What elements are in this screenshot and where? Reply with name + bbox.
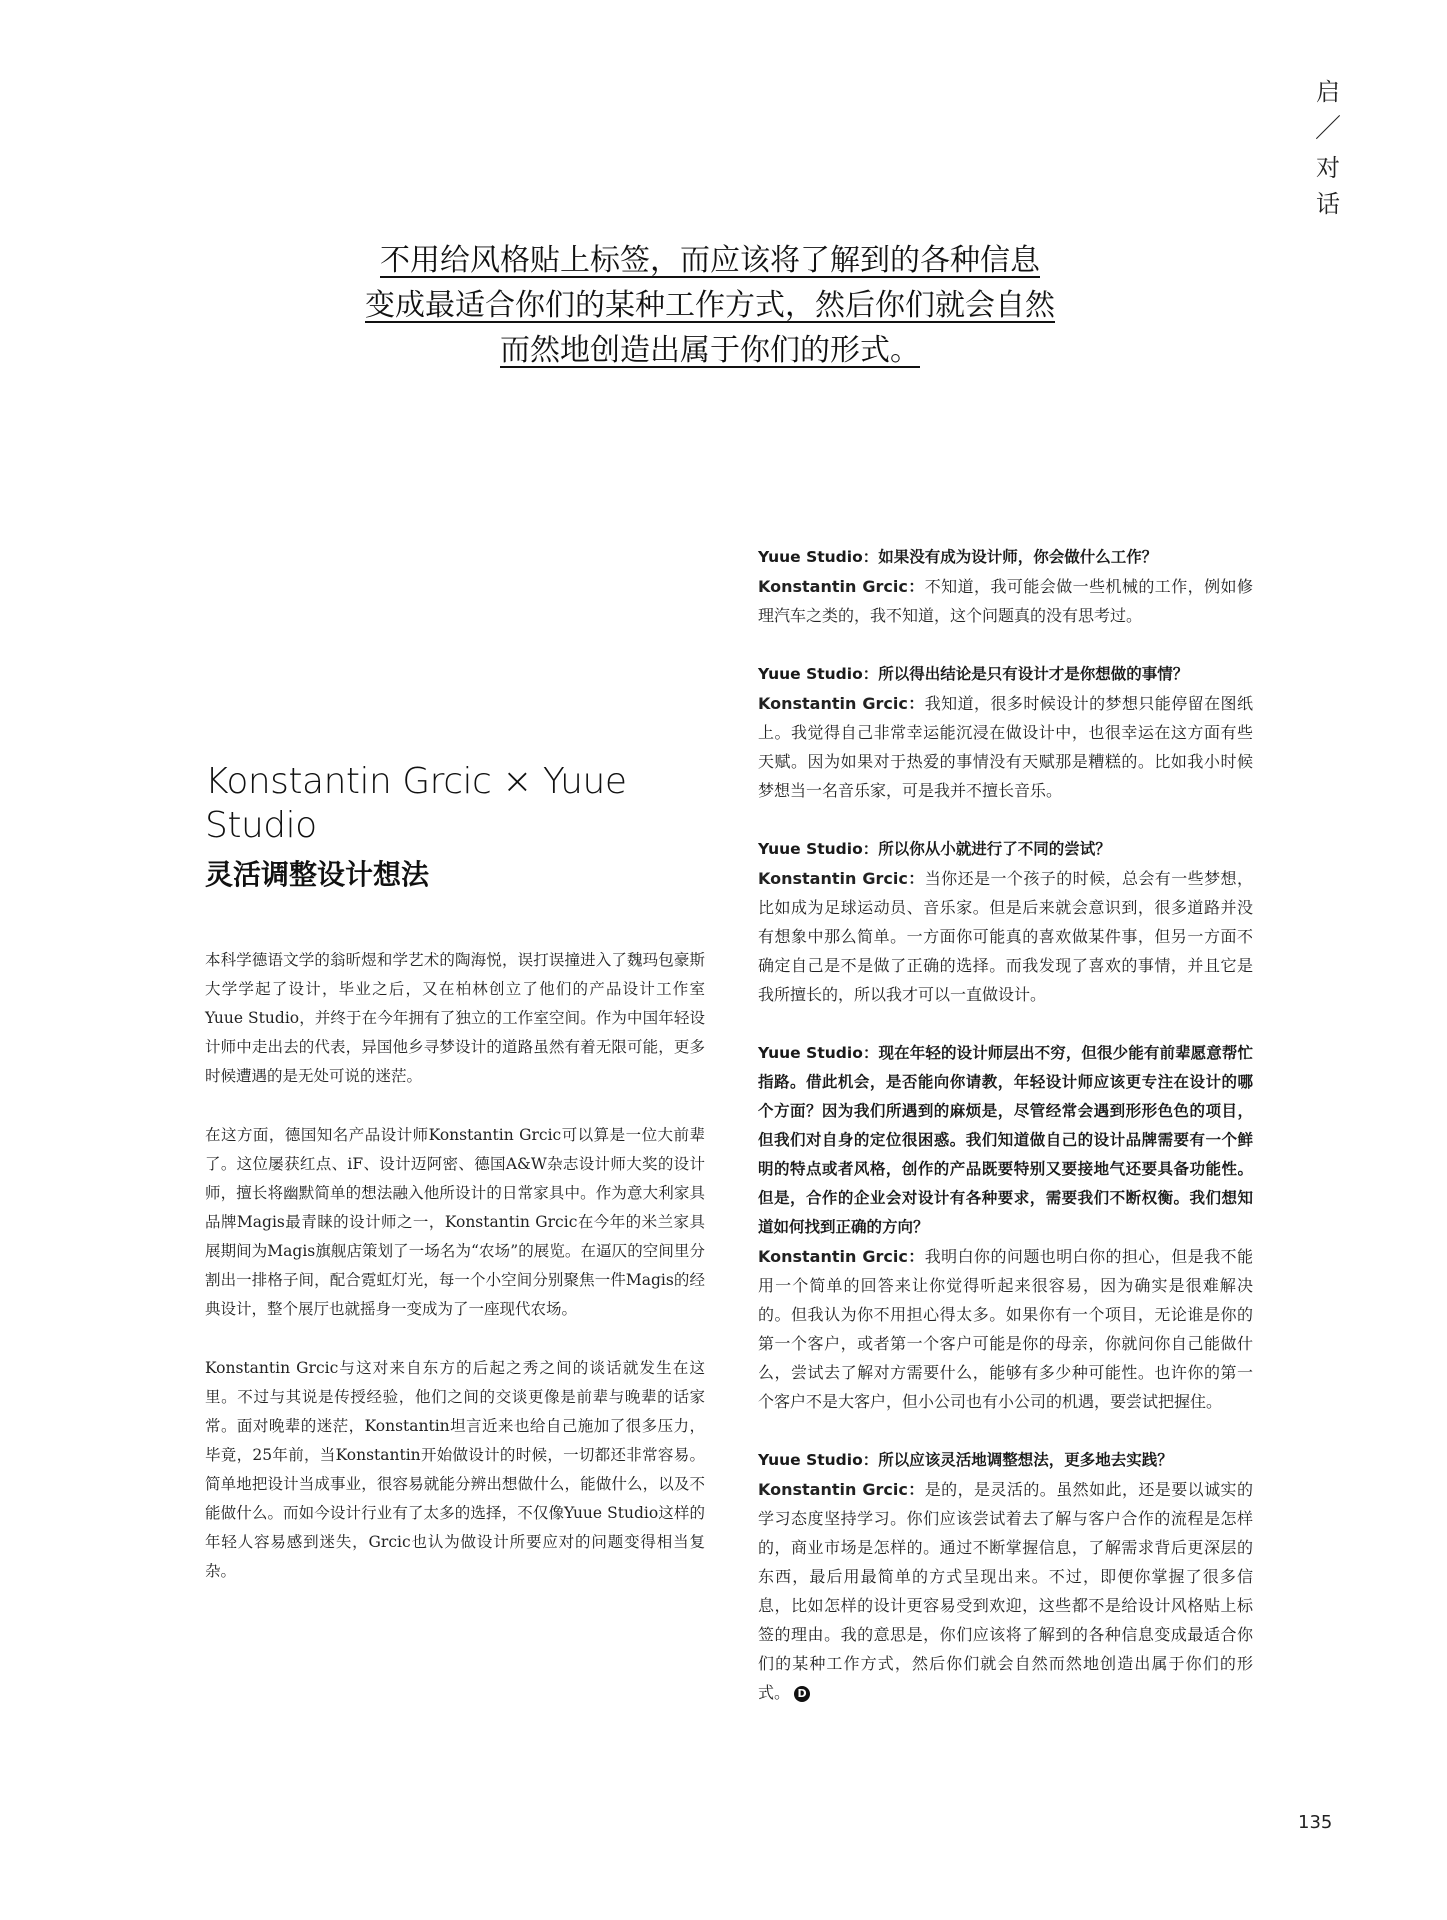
pull-quote-line: 不用给风格贴上标签，而应该将了解到的各种信息 <box>380 243 1040 278</box>
answer <box>758 1475 1253 1707</box>
answer-speaker: Konstantin Grcic： <box>758 577 925 596</box>
question: Yuue Studio：所以得出结论是只有设计才是你想做的事情？ <box>758 665 1189 683</box>
interview-column <box>758 543 1253 1737</box>
qa-block <box>758 543 1253 630</box>
intro-paragraph: 本科学德语文学的翁昕煜和学艺术的陶海悦，误打误撞进入了魏玛包豪斯大学学起了设计，毕业之后，又在柏林创立了他们的产品设计工作室Yuue Studio，并终于在今年拥有了独立的工作室空间。作为中国年轻设计师中走出去的代表，异国他乡寻梦设计的道路虽然有着无限可能，更多时候遭遇的是无处可说的迷茫。 <box>205 951 705 1085</box>
intro-paragraph: Konstantin Grcic与这对来自东方的后起之秀之间的谈话就发生在这里。不过与其说是传授经验，他们之间的交谈更像是前辈与晚辈的话家常。面对晚辈的迷茫，Konstantin坦言近来也给自己施加了很多压力，毕竟，25年前，当Konstantin开始做设计的时候，一切都还非常容易。简单地把设计当成事业，很容易就能分辨出想做什么，能做什么，以及不能做什么。而如今设计行业有了太多的选择，不仅像Yuue Studio这样的年轻人容易感到迷失，Grcic也认为做设计所要应对的问题变得相当复杂。 <box>205 1359 705 1580</box>
answer-text: 是的，是灵活的。虽然如此，还是要以诚实的学习态度坚持学习。你们应该尝试着去了解与客户合作的流程是怎样的，商业市场是怎样的。通过不断掌握信息，了解需求背后更深层的东西，最后用最简单的方式呈现出来。不过，即便你掌握了很多信息，比如怎样的设计更容易受到欢迎，这些都不是给设计风格贴上标签的理由。我的意思是，你们应该将了解到的各种信息变成最适合你们的某种工作方式，然后你们就会自然而然地创造出属于你们的形式。 <box>758 1480 1253 1702</box>
section-tag <box>1308 80 1348 228</box>
answer <box>758 864 1253 1009</box>
answer <box>758 689 1253 805</box>
pull-quote-line: 而然地创造出属于你们的形式。 <box>500 333 920 368</box>
answer-text: 当你还是一个孩子的时候，总会有一些梦想，比如成为足球运动员、音乐家。但是后来就会意识到，很多道路并没有想象中那么简单。一方面你可能真的喜欢做某件事，但另一方面不确定自己是不是做了正确的选择。而我发现了喜欢的事情，并且它是我所擅长的，所以我才可以一直做设计。 <box>758 869 1253 1004</box>
section-tag-char: 话 <box>1316 190 1340 218</box>
qa-block <box>758 660 1253 805</box>
article-subtitle: 灵活调整设计想法 <box>205 858 430 891</box>
answer <box>758 1242 1253 1416</box>
pull-quote <box>330 238 1090 373</box>
answer-text: 我知道，很多时候设计的梦想只能停留在图纸上。我觉得自己非常幸运能沉浸在做设计中，也很幸运在这方面有些天赋。因为如果对于热爱的事情没有天赋那是糟糕的。比如我小时候梦想当一名音乐家，可是我并不擅长音乐。 <box>758 694 1253 800</box>
answer-speaker: Konstantin Grcic： <box>758 694 925 713</box>
question: Yuue Studio：所以应该灵活地调整想法，更多地去实践？ <box>758 1451 1173 1469</box>
section-tag-char: 启 <box>1316 78 1340 106</box>
intro-paragraph: 在这方面，德国知名产品设计师Konstantin Grcic可以算是一位大前辈了。这位屡获红点、iF、设计迈阿密、德国A&W杂志设计师大奖的设计师，擅长将幽默简单的想法融入他所设计的日常家具中。作为意大利家具品牌Magis最青睐的设计师之一，Konstantin Grcic在今年的米兰家具展期间为Magis旗舰店策划了一场名为“农场”的展览。在逼仄的空间里分割出一排格子间，配合霓虹灯光，每一个小空间分别聚焦一件Magis的经典设计，整个展厅也就摇身一变成为了一座现代农场。 <box>205 1126 705 1318</box>
question: Yuue Studio：所以你从小就进行了不同的尝试？ <box>758 840 1111 858</box>
qa-block <box>758 835 1253 1009</box>
page-number: 135 <box>1298 1812 1333 1833</box>
section-tag-slash: ／ <box>1314 114 1341 144</box>
article-title: Konstantin Grcic × Yuue Studio <box>205 761 627 846</box>
answer-text: 不知道，我可能会做一些机械的工作，例如修理汽车之类的，我不知道，这个问题真的没有思考过。 <box>758 577 1253 625</box>
answer-text: 我明白你的问题也明白你的担心，但是我不能用一个简单的回答来让你觉得听起来很容易，因为确实是很难解决的。但我认为你不用担心得太多。如果你有一个项目，无论谁是你的第一个客户，或者第一个客户可能是你的母亲，你就问你自己能做什么，尝试去了解对方需要什么，能够有多少种可能性。也许你的第一个客户不是大客户，但小公司也有小公司的机遇，要尝试把握住。 <box>758 1247 1253 1411</box>
answer-speaker: Konstantin Grcic： <box>758 869 925 888</box>
answer <box>758 572 1253 630</box>
article-intro-column <box>205 760 705 1616</box>
qa-block <box>758 1446 1253 1707</box>
answer-speaker: Konstantin Grcic： <box>758 1480 925 1499</box>
section-tag-char: 对 <box>1316 154 1340 182</box>
question: Yuue Studio：如果没有成为设计师，你会做什么工作？ <box>758 548 1158 566</box>
answer-speaker: Konstantin Grcic： <box>758 1247 925 1266</box>
intro-text <box>205 946 705 1586</box>
question: Yuue Studio：现在年轻的设计师层出不穷，但很少能有前辈愿意帮忙指路。借此机会，是否能向你请教，年轻设计师应该更专注在设计的哪个方面？因为我们所遇到的麻烦是，尽管经常会遇到形形色色的项目，但我们对自身的定位很困惑。我们知道做自己的设计品牌需要有一个鲜明的特点或者风格，创作的产品既要特别又要接地气还要具备功能性。但是，合作的企业会对设计有各种要求，需要我们不断权衡。我们想知道如何找到正确的方向？ <box>758 1044 1253 1236</box>
qa-block <box>758 1039 1253 1416</box>
pull-quote-line: 变成最适合你们的某种工作方式，然后你们就会自然 <box>365 288 1055 323</box>
end-mark-icon: D <box>794 1686 810 1702</box>
